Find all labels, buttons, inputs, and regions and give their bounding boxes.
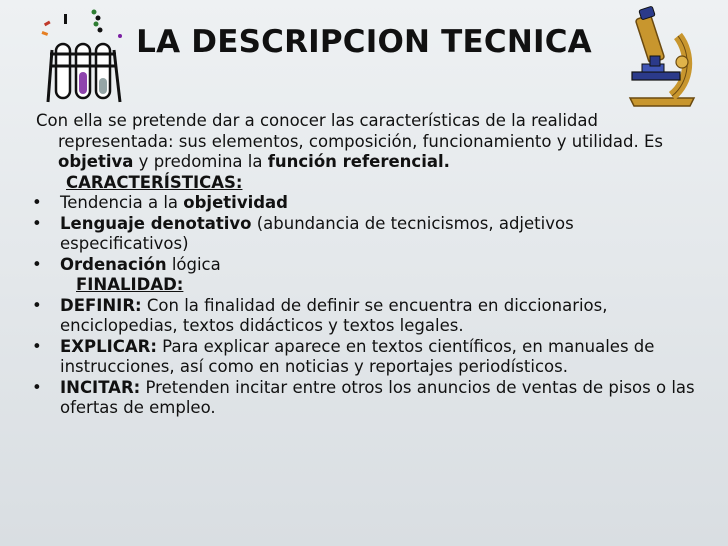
intro-bold-2: función referencial. [267,152,450,171]
caracteristicas-heading: CARACTERÍSTICAS: [66,172,243,192]
list-item-rest: Pretenden incitar entre otros los anuncios de ventas de pisos o las ofertas de empleo. [60,377,695,417]
intro-paragraph [32,111,698,173]
intro-bold-1: objetiva [58,152,134,171]
list-item-bold: objetividad [183,193,288,212]
list-item [32,214,698,255]
list-item [32,193,698,214]
list-item-rest: Con la finalidad de definir se encuentra en diccionarios, enciclopedias, textos didácticos y textos legales. [60,295,608,335]
intro-text-1: Con ella se pretende dar a conocer las características de la realidad representada: sus elementos, composición, funcionamiento y utilidad. Es [36,111,663,151]
list-item-bold: Ordenación [60,254,167,274]
list-item [32,255,698,276]
finalidad-list [32,296,698,419]
list-item-bold: INCITAR: [60,377,141,397]
list-item-bold: Lenguaje denotativo [60,213,252,233]
list-item-text: Tendencia a la [60,193,184,212]
list-item-bold: EXPLICAR: [60,336,157,356]
list-item [32,337,698,378]
caracteristicas-list [32,193,698,275]
list-item [32,296,698,337]
slide-body [32,111,698,419]
list-item-bold: DEFINIR: [60,295,142,315]
list-item [32,378,698,419]
finalidad-heading: FINALIDAD: [76,275,184,294]
list-item-rest: Para explicar aparece en textos científicos, en manuales de instrucciones, así como en noticias y reportajes periodísticos. [60,336,655,376]
slide-title: LA DESCRIPCION TECNICA [136,24,592,60]
list-item-rest: (abundancia de tecnicismos, adjetivos especificativos) [60,213,574,253]
list-item-rest: lógica [166,254,221,274]
intro-text-2: y predomina la [133,152,268,171]
microscope-icon [612,2,712,110]
